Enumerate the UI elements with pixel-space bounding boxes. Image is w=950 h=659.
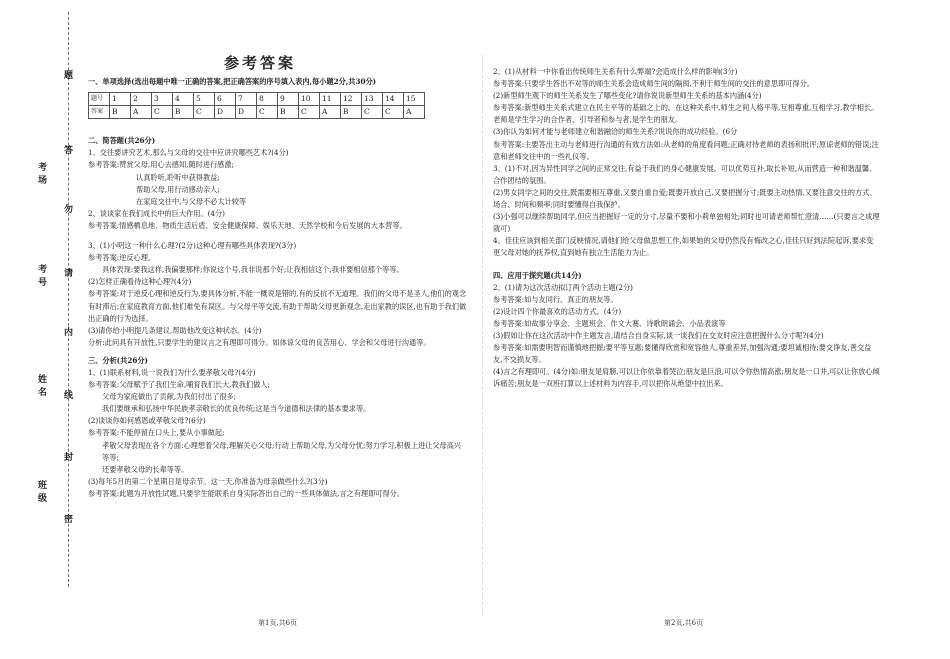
table-cell: C — [257, 106, 278, 119]
text-line: (3)请你给小明提几条建议,帮助他改变这种状态。(4分) — [88, 325, 262, 335]
text-line: 3、(1)不对,因为异性同学之间的正常交往,有益于我们的身心健康发展。可以优势互补,取长补短,从而营造一种和谐温馨、合作团结的氛围。 — [493, 163, 877, 185]
page-footer-right: 第2页,共6页 — [664, 619, 704, 627]
text-line: (4)言之有理即可。(4分)如:朋友是肩膀,可以让你依靠着哭泣;朋友是巨浪,可以令你热情高涨;朋友是一口井,可以让你放心倾诉痛苦;朋友是一双班打算以上述材料为内容手,可以把你从绝望中拉出来。 — [493, 367, 880, 389]
binding-line — [68, 12, 69, 587]
text-line: (3)每年5月的第二个星期日是母亲节。这一天,你准备为母亲做些什么?(3分) — [88, 476, 328, 486]
text-line: 孝敬父母表现在各个方面:心理想着父母,理解关心父母;行动上帮助父母,为父母分忧;努力学习,积极上进让父母高兴等等; — [102, 440, 462, 462]
text-line: 分析:此问具有开放性,只要学生的建议言之有理即可得分。如体谅父母的良苦用心、学会和父母进行沟通等。 — [88, 337, 431, 347]
text-line: 2、谈谈家在我们成长中的巨大作用。(4分) — [88, 208, 225, 218]
seal-char: 请 — [64, 269, 74, 279]
table-cell: D — [236, 106, 257, 119]
text-line: 4、佳佳应该到相关部门反映情况,请他们给父母做思想工作,如果她的父母仍然没有悔改之心,佳佳只好到法院起诉,要求变更父母对她的抚养权,直到她有独立生活能力为止。 — [493, 236, 874, 258]
table-cell: 题号 — [89, 93, 110, 106]
seal-char: 答 — [64, 146, 74, 156]
field-exam-number: 考号 — [38, 265, 48, 288]
seal-char: 内 — [64, 328, 74, 338]
table-cell: 15 — [404, 93, 425, 106]
table-cell: 13 — [362, 93, 383, 106]
table-cell: B — [278, 106, 299, 119]
table-cell: 11 — [320, 93, 341, 106]
left-column — [88, 58, 468, 500]
text-line: 参考答案:如需要明智而谨慎地把握;要平等互惠;要懂得欣赏和宽容他人,尊重差异,加强沟通;要坦诚相待;要交诤友,善交益友,不交损友等。 — [493, 343, 872, 365]
field-exam-room: 考场 — [38, 163, 48, 186]
table-cell: C — [362, 106, 383, 119]
text-line: 父母为家庭做出了贡献,为我们付出了很多; — [102, 392, 237, 402]
text-line: 1、(1)联系材料,说一说我们为什么要孝敬父母?(4分) — [88, 367, 256, 377]
text-line: 认真聆听,聆听中获得教益; — [136, 172, 220, 182]
table-cell: C — [152, 106, 173, 119]
seal-char: 勿 — [64, 205, 74, 215]
seal-char: 线 — [64, 391, 74, 401]
answer-table — [88, 92, 425, 119]
table-cell: A — [320, 106, 341, 119]
text-line: (3)假如让你在这次活动中作主题发言,请结合自身实际,谈一谈我们在交友时应注意把握什么分寸呢?(4分) — [493, 330, 824, 340]
section-heading: 一、单项选择(选出每题中唯一正确的答案,把正确答案的序号填入表内,每小题2分,共30分) — [88, 77, 377, 86]
table-cell: 1 — [110, 93, 131, 106]
text-line: 参考答案:对于逆反心理和逆反行为,要具体分析,不能一概说是错的,有的反抗不无道理。我们的父母不是圣人,他们的观念有时滞后;在家庭教育方面,他们难免有误区。与父母平等交流,有助于帮助父母更新观念,走出家教的误区,也有助于我们做出正确的行为选择。 — [88, 289, 467, 323]
table-cell: A — [404, 106, 425, 119]
text-line: 参考答案:父母赋予了我们生命,哺育我们长大,教我们做人; — [88, 380, 270, 390]
text-line: (3)小强可以继续帮助同学,但应当把握好一定的分寸,尽量不要和小莉单独相处;同时也可请老师帮忙澄清……(只要言之成理就可) — [493, 212, 880, 234]
section-heading: 四、应用于探究题(共14分) — [493, 270, 582, 280]
text-line: (3)你认为如何才能与老师建立和谐融洽的师生关系?说说你的成功经验。(6分 — [493, 127, 738, 137]
table-cell: 5 — [194, 93, 215, 106]
text-line: 参考答案:不能停留在口头上,要从小事做起; — [88, 428, 225, 438]
text-line: (2)新型师生观下的师生关系发生了哪些变化?请你说说新型师生关系的基本内涵(4分) — [493, 91, 762, 101]
seal-char: 题 — [64, 71, 74, 81]
text-line: 还要孝敬父母的长辈等等。 — [102, 464, 189, 474]
text-line: 参考答案:新型师生关系式建立在民主平等的基础之上的。在这种关系中,师生之间人格平等,互相尊重,互相学习,教学相长。老师是学生学习的合作者、引导者和参与者,是学生的朋友。 — [493, 103, 879, 125]
seal-char: 封 — [64, 453, 74, 463]
text-line: (2)设计四个你最喜欢的活动方式。(4分) — [493, 306, 622, 316]
text-line: 参考答案:如故事分享会、主题班会、作文大赛、诗歌朗诵会、小品表演等 — [493, 318, 726, 328]
seal-char: 密 — [64, 515, 74, 525]
page-footer-left: 第1页,共6页 — [258, 619, 298, 627]
table-cell: 10 — [299, 93, 320, 106]
table-cell: 7 — [236, 93, 257, 106]
table-cell: B — [110, 106, 131, 119]
text-line: (2)怎样正确看待这种心理?(4分) — [88, 277, 192, 287]
text-line: 参考答案:情感栖息地、物质生活后盾、安全健康保障、娱乐天地、天然学校和今后发展的大本营等。 — [88, 220, 407, 230]
table-cell: 3 — [152, 93, 173, 106]
table-cell: 9 — [278, 93, 299, 106]
table-cell: 答案 — [89, 106, 110, 119]
table-cell: 4 — [173, 93, 194, 106]
table-row — [89, 106, 425, 119]
text-line: 帮助父母,用行动感动亲人; — [136, 184, 220, 194]
table-cell: C — [194, 106, 215, 119]
right-column — [493, 66, 880, 390]
text-line: (2)谈谈你如何感恩或孝敬父母?(6分) — [88, 416, 206, 426]
table-cell: 6 — [215, 93, 236, 106]
field-class: 班级 — [38, 481, 48, 504]
text-line: 参考答案:只要学生答出不对等的师生关系会造成师生间的隔阂,不利于师生间的交往的意思即可得分。 — [493, 79, 814, 89]
text-line: 参考答案:赞赏父母,用心去感知,随时进行感激; — [88, 160, 234, 170]
page-title: 参考答案 — [223, 54, 296, 72]
table-cell: 8 — [257, 93, 278, 106]
text-line: 2、(1)请为这次活动拟订两个活动主题(2分) — [493, 282, 633, 292]
column-divider — [482, 55, 483, 615]
text-line: 1、交往要讲究艺术,那么与父母的交往中应讲究哪些艺术?(4分) — [88, 148, 289, 158]
text-line: 在家庭交往中,与父母不必太计较等 — [136, 196, 247, 206]
text-line: 3、(1)小明这一种什么心理?(2分)这种心理有哪些具体表现?(3分) — [88, 241, 297, 251]
table-cell: A — [131, 106, 152, 119]
text-line: 参考答案:逆反心理。 — [88, 253, 156, 263]
table-row — [89, 93, 425, 106]
text-line: 参考答案:如与友同行、真正的朋友等。 — [493, 294, 618, 304]
text-line: 我们要继承和弘扬中华民族孝亲敬长的优良传统;这是当今道德和法律的基本要求等。 — [102, 404, 371, 414]
table-cell: D — [215, 106, 236, 119]
field-name: 姓名 — [38, 375, 48, 398]
table-cell: 14 — [383, 93, 404, 106]
table-cell: C — [299, 106, 320, 119]
text-line: 参考答案:此题为开放性试题,只要学生能联系自身实际答出自己的一些具体做法,言之有理即可得分。 — [88, 488, 405, 498]
section-heading: 二、简答题(共26分) — [88, 136, 156, 146]
table-cell: 2 — [131, 93, 152, 106]
table-cell: B — [173, 106, 194, 119]
section-heading: 三、分析(共26分) — [88, 355, 148, 365]
text-line: 参考答案:主要答出主动与老师进行沟通的有效方法如:从老师的角度看问题;正确对待老师的表扬和批评;原谅老师的错误;注意和老师交往中的一些礼仪等。 — [493, 139, 879, 161]
text-line: 2、(1)从材料一中你看出传统师生关系有什么弊端?会造成什么样的影响(3分) — [493, 67, 738, 76]
text-line: 具体表现:要我这样,我偏要那样;你说这个号,我非说那个好;让我相信这个,我非要相信那个等等。 — [102, 265, 404, 275]
table-cell: C — [383, 106, 404, 119]
table-cell: B — [341, 106, 362, 119]
text-line: (2)男女同学之间的交往,既需要相互尊重,又要自重自爱;既要开放自己,又要把握分寸;既要主动热情,又要注意交往的方式、场合、时间和频率;同时要懂得自我保护。 — [493, 187, 877, 210]
table-cell: 12 — [341, 93, 362, 106]
